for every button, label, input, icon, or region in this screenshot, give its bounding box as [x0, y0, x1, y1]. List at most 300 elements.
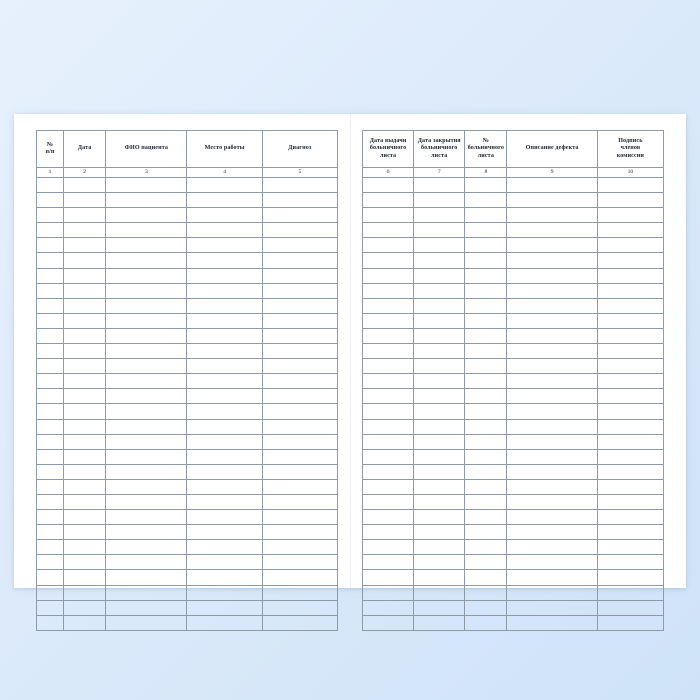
table-cell[interactable] — [187, 555, 262, 570]
table-cell[interactable] — [64, 600, 106, 615]
table-cell[interactable] — [64, 404, 106, 419]
table-cell[interactable] — [597, 555, 663, 570]
table-cell[interactable] — [37, 494, 64, 509]
table-cell[interactable] — [37, 464, 64, 479]
table-cell[interactable] — [187, 193, 262, 208]
table-row[interactable] — [363, 208, 664, 223]
table-cell[interactable] — [363, 178, 414, 193]
table-cell[interactable] — [597, 615, 663, 630]
table-cell[interactable] — [597, 344, 663, 359]
table-cell[interactable] — [37, 223, 64, 238]
table-cell[interactable] — [106, 540, 187, 555]
table-cell[interactable] — [37, 540, 64, 555]
table-cell[interactable] — [64, 419, 106, 434]
table-cell[interactable] — [507, 464, 597, 479]
table-cell[interactable] — [465, 313, 507, 328]
table-cell[interactable] — [507, 419, 597, 434]
table-cell[interactable] — [507, 434, 597, 449]
table-cell[interactable] — [37, 344, 64, 359]
table-cell[interactable] — [37, 555, 64, 570]
table-cell[interactable] — [37, 525, 64, 540]
table-cell[interactable] — [64, 283, 106, 298]
table-cell[interactable] — [465, 510, 507, 525]
table-cell[interactable] — [507, 615, 597, 630]
table-cell[interactable] — [262, 510, 337, 525]
table-cell[interactable] — [262, 374, 337, 389]
table-cell[interactable] — [106, 494, 187, 509]
table-cell[interactable] — [37, 479, 64, 494]
table-cell[interactable] — [64, 328, 106, 343]
table-row[interactable] — [363, 359, 664, 374]
table-row[interactable] — [37, 389, 338, 404]
table-cell[interactable] — [187, 615, 262, 630]
table-cell[interactable] — [363, 479, 414, 494]
table-row[interactable] — [363, 525, 664, 540]
table-cell[interactable] — [414, 193, 465, 208]
table-row[interactable] — [37, 223, 338, 238]
table-cell[interactable] — [465, 359, 507, 374]
table-cell[interactable] — [507, 555, 597, 570]
table-cell[interactable] — [465, 600, 507, 615]
table-row[interactable] — [37, 479, 338, 494]
table-cell[interactable] — [262, 283, 337, 298]
table-cell[interactable] — [37, 313, 64, 328]
table-cell[interactable] — [37, 193, 64, 208]
table-cell[interactable] — [106, 313, 187, 328]
table-cell[interactable] — [37, 449, 64, 464]
table-row[interactable] — [363, 449, 664, 464]
table-cell[interactable] — [106, 193, 187, 208]
table-cell[interactable] — [64, 223, 106, 238]
table-cell[interactable] — [465, 268, 507, 283]
table-row[interactable] — [37, 600, 338, 615]
table-cell[interactable] — [64, 494, 106, 509]
table-cell[interactable] — [64, 193, 106, 208]
table-row[interactable] — [363, 253, 664, 268]
table-row[interactable] — [37, 434, 338, 449]
table-row[interactable] — [363, 615, 664, 630]
table-cell[interactable] — [465, 540, 507, 555]
table-cell[interactable] — [262, 570, 337, 585]
table-cell[interactable] — [106, 570, 187, 585]
table-cell[interactable] — [363, 540, 414, 555]
table-cell[interactable] — [507, 449, 597, 464]
table-cell[interactable] — [106, 178, 187, 193]
table-cell[interactable] — [187, 494, 262, 509]
table-cell[interactable] — [187, 178, 262, 193]
table-cell[interactable] — [262, 600, 337, 615]
table-cell[interactable] — [187, 510, 262, 525]
table-cell[interactable] — [507, 298, 597, 313]
table-cell[interactable] — [262, 494, 337, 509]
table-cell[interactable] — [64, 570, 106, 585]
table-row[interactable] — [363, 283, 664, 298]
table-cell[interactable] — [507, 374, 597, 389]
table-cell[interactable] — [465, 223, 507, 238]
table-row[interactable] — [37, 268, 338, 283]
table-cell[interactable] — [187, 585, 262, 600]
table-cell[interactable] — [262, 479, 337, 494]
table-cell[interactable] — [363, 313, 414, 328]
table-cell[interactable] — [363, 494, 414, 509]
table-cell[interactable] — [363, 449, 414, 464]
table-cell[interactable] — [64, 479, 106, 494]
table-cell[interactable] — [187, 434, 262, 449]
table-cell[interactable] — [64, 313, 106, 328]
table-cell[interactable] — [106, 419, 187, 434]
table-cell[interactable] — [363, 570, 414, 585]
table-cell[interactable] — [363, 298, 414, 313]
table-cell[interactable] — [414, 419, 465, 434]
table-row[interactable] — [37, 283, 338, 298]
table-cell[interactable] — [597, 570, 663, 585]
table-row[interactable] — [363, 374, 664, 389]
table-row[interactable] — [363, 494, 664, 509]
table-cell[interactable] — [187, 419, 262, 434]
table-cell[interactable] — [262, 359, 337, 374]
table-cell[interactable] — [64, 434, 106, 449]
table-cell[interactable] — [37, 615, 64, 630]
table-cell[interactable] — [363, 585, 414, 600]
table-cell[interactable] — [597, 585, 663, 600]
table-cell[interactable] — [414, 374, 465, 389]
table-row[interactable] — [37, 238, 338, 253]
table-cell[interactable] — [465, 419, 507, 434]
table-row[interactable] — [363, 298, 664, 313]
table-cell[interactable] — [37, 404, 64, 419]
table-row[interactable] — [363, 193, 664, 208]
table-cell[interactable] — [597, 328, 663, 343]
table-cell[interactable] — [414, 283, 465, 298]
table-cell[interactable] — [64, 298, 106, 313]
table-cell[interactable] — [187, 464, 262, 479]
table-cell[interactable] — [414, 313, 465, 328]
table-cell[interactable] — [414, 600, 465, 615]
table-cell[interactable] — [465, 298, 507, 313]
table-row[interactable] — [37, 464, 338, 479]
table-cell[interactable] — [262, 268, 337, 283]
table-cell[interactable] — [414, 223, 465, 238]
table-cell[interactable] — [106, 389, 187, 404]
table-cell[interactable] — [507, 208, 597, 223]
table-cell[interactable] — [262, 344, 337, 359]
table-row[interactable] — [37, 178, 338, 193]
table-cell[interactable] — [465, 570, 507, 585]
table-cell[interactable] — [37, 510, 64, 525]
table-row[interactable] — [37, 555, 338, 570]
table-cell[interactable] — [262, 328, 337, 343]
table-cell[interactable] — [106, 253, 187, 268]
table-cell[interactable] — [187, 359, 262, 374]
table-cell[interactable] — [262, 313, 337, 328]
table-row[interactable] — [363, 328, 664, 343]
table-cell[interactable] — [187, 268, 262, 283]
table-cell[interactable] — [414, 389, 465, 404]
table-cell[interactable] — [465, 494, 507, 509]
table-cell[interactable] — [414, 555, 465, 570]
table-cell[interactable] — [106, 404, 187, 419]
table-row[interactable] — [363, 570, 664, 585]
table-cell[interactable] — [37, 600, 64, 615]
table-cell[interactable] — [597, 434, 663, 449]
table-cell[interactable] — [414, 615, 465, 630]
table-cell[interactable] — [187, 283, 262, 298]
table-cell[interactable] — [187, 389, 262, 404]
table-cell[interactable] — [106, 525, 187, 540]
table-cell[interactable] — [64, 389, 106, 404]
table-cell[interactable] — [106, 555, 187, 570]
table-cell[interactable] — [187, 328, 262, 343]
table-cell[interactable] — [414, 570, 465, 585]
table-cell[interactable] — [414, 510, 465, 525]
table-cell[interactable] — [465, 615, 507, 630]
table-cell[interactable] — [187, 540, 262, 555]
table-row[interactable] — [37, 328, 338, 343]
table-cell[interactable] — [363, 374, 414, 389]
table-row[interactable] — [37, 359, 338, 374]
table-row[interactable] — [37, 253, 338, 268]
table-cell[interactable] — [262, 253, 337, 268]
table-cell[interactable] — [507, 223, 597, 238]
table-cell[interactable] — [106, 600, 187, 615]
table-cell[interactable] — [597, 494, 663, 509]
table-cell[interactable] — [106, 359, 187, 374]
table-cell[interactable] — [262, 615, 337, 630]
table-cell[interactable] — [363, 344, 414, 359]
table-cell[interactable] — [414, 525, 465, 540]
table-row[interactable] — [363, 344, 664, 359]
table-cell[interactable] — [597, 193, 663, 208]
table-cell[interactable] — [64, 540, 106, 555]
table-cell[interactable] — [465, 328, 507, 343]
table-row[interactable] — [363, 178, 664, 193]
table-cell[interactable] — [597, 404, 663, 419]
table-row[interactable] — [363, 555, 664, 570]
table-row[interactable] — [37, 525, 338, 540]
table-cell[interactable] — [64, 178, 106, 193]
table-cell[interactable] — [465, 283, 507, 298]
table-cell[interactable] — [597, 374, 663, 389]
table-cell[interactable] — [106, 268, 187, 283]
table-cell[interactable] — [37, 419, 64, 434]
table-cell[interactable] — [262, 540, 337, 555]
table-cell[interactable] — [414, 328, 465, 343]
table-cell[interactable] — [37, 434, 64, 449]
table-cell[interactable] — [597, 283, 663, 298]
table-cell[interactable] — [64, 344, 106, 359]
table-cell[interactable] — [507, 540, 597, 555]
table-cell[interactable] — [37, 253, 64, 268]
table-cell[interactable] — [64, 585, 106, 600]
table-cell[interactable] — [414, 540, 465, 555]
table-cell[interactable] — [187, 600, 262, 615]
table-cell[interactable] — [465, 374, 507, 389]
table-cell[interactable] — [597, 510, 663, 525]
table-cell[interactable] — [363, 510, 414, 525]
table-cell[interactable] — [106, 238, 187, 253]
table-cell[interactable] — [597, 479, 663, 494]
table-row[interactable] — [37, 615, 338, 630]
table-cell[interactable] — [597, 313, 663, 328]
table-cell[interactable] — [64, 238, 106, 253]
table-row[interactable] — [37, 570, 338, 585]
table-row[interactable] — [37, 540, 338, 555]
table-row[interactable] — [363, 510, 664, 525]
table-cell[interactable] — [597, 389, 663, 404]
table-cell[interactable] — [187, 570, 262, 585]
table-cell[interactable] — [363, 419, 414, 434]
table-cell[interactable] — [507, 404, 597, 419]
table-cell[interactable] — [106, 223, 187, 238]
table-cell[interactable] — [262, 193, 337, 208]
table-cell[interactable] — [507, 525, 597, 540]
table-cell[interactable] — [597, 359, 663, 374]
table-cell[interactable] — [64, 359, 106, 374]
table-cell[interactable] — [465, 404, 507, 419]
table-cell[interactable] — [414, 344, 465, 359]
table-cell[interactable] — [262, 223, 337, 238]
table-cell[interactable] — [106, 510, 187, 525]
table-cell[interactable] — [64, 525, 106, 540]
table-cell[interactable] — [106, 615, 187, 630]
table-cell[interactable] — [507, 344, 597, 359]
table-cell[interactable] — [597, 540, 663, 555]
table-cell[interactable] — [465, 434, 507, 449]
table-cell[interactable] — [262, 555, 337, 570]
table-cell[interactable] — [106, 585, 187, 600]
table-row[interactable] — [37, 494, 338, 509]
table-cell[interactable] — [507, 193, 597, 208]
table-cell[interactable] — [262, 178, 337, 193]
table-row[interactable] — [363, 585, 664, 600]
table-cell[interactable] — [262, 419, 337, 434]
table-row[interactable] — [37, 419, 338, 434]
table-row[interactable] — [363, 389, 664, 404]
table-cell[interactable] — [64, 464, 106, 479]
table-cell[interactable] — [37, 389, 64, 404]
table-cell[interactable] — [187, 449, 262, 464]
table-cell[interactable] — [106, 298, 187, 313]
table-cell[interactable] — [187, 404, 262, 419]
table-cell[interactable] — [363, 600, 414, 615]
table-cell[interactable] — [363, 434, 414, 449]
table-cell[interactable] — [262, 404, 337, 419]
table-cell[interactable] — [187, 344, 262, 359]
table-cell[interactable] — [37, 178, 64, 193]
table-cell[interactable] — [64, 374, 106, 389]
table-cell[interactable] — [414, 298, 465, 313]
table-cell[interactable] — [414, 585, 465, 600]
table-cell[interactable] — [363, 389, 414, 404]
table-row[interactable] — [363, 223, 664, 238]
table-cell[interactable] — [106, 208, 187, 223]
table-cell[interactable] — [597, 419, 663, 434]
table-cell[interactable] — [262, 464, 337, 479]
table-cell[interactable] — [363, 253, 414, 268]
table-cell[interactable] — [414, 208, 465, 223]
table-cell[interactable] — [597, 238, 663, 253]
table-cell[interactable] — [507, 238, 597, 253]
table-cell[interactable] — [262, 585, 337, 600]
table-cell[interactable] — [363, 268, 414, 283]
table-cell[interactable] — [363, 193, 414, 208]
table-cell[interactable] — [414, 404, 465, 419]
table-cell[interactable] — [64, 268, 106, 283]
table-cell[interactable] — [363, 328, 414, 343]
table-cell[interactable] — [465, 238, 507, 253]
table-cell[interactable] — [187, 374, 262, 389]
table-cell[interactable] — [106, 479, 187, 494]
table-cell[interactable] — [465, 344, 507, 359]
table-cell[interactable] — [363, 223, 414, 238]
table-row[interactable] — [37, 208, 338, 223]
table-cell[interactable] — [465, 208, 507, 223]
table-cell[interactable] — [187, 313, 262, 328]
table-cell[interactable] — [363, 283, 414, 298]
table-cell[interactable] — [465, 479, 507, 494]
table-cell[interactable] — [414, 449, 465, 464]
table-cell[interactable] — [64, 510, 106, 525]
table-row[interactable] — [37, 193, 338, 208]
table-cell[interactable] — [414, 479, 465, 494]
table-cell[interactable] — [597, 600, 663, 615]
table-cell[interactable] — [597, 208, 663, 223]
table-row[interactable] — [37, 313, 338, 328]
table-cell[interactable] — [465, 525, 507, 540]
table-cell[interactable] — [507, 328, 597, 343]
table-cell[interactable] — [106, 464, 187, 479]
table-cell[interactable] — [64, 253, 106, 268]
table-row[interactable] — [363, 479, 664, 494]
table-cell[interactable] — [597, 449, 663, 464]
table-cell[interactable] — [64, 615, 106, 630]
table-cell[interactable] — [414, 178, 465, 193]
table-cell[interactable] — [414, 464, 465, 479]
table-cell[interactable] — [106, 344, 187, 359]
table-cell[interactable] — [106, 283, 187, 298]
table-cell[interactable] — [507, 359, 597, 374]
table-row[interactable] — [363, 238, 664, 253]
table-cell[interactable] — [507, 570, 597, 585]
table-cell[interactable] — [507, 479, 597, 494]
table-cell[interactable] — [414, 268, 465, 283]
table-cell[interactable] — [465, 193, 507, 208]
table-cell[interactable] — [262, 434, 337, 449]
table-row[interactable] — [37, 510, 338, 525]
table-cell[interactable] — [465, 389, 507, 404]
table-cell[interactable] — [414, 253, 465, 268]
table-row[interactable] — [363, 268, 664, 283]
table-row[interactable] — [363, 540, 664, 555]
table-cell[interactable] — [187, 525, 262, 540]
table-cell[interactable] — [106, 449, 187, 464]
table-cell[interactable] — [507, 178, 597, 193]
table-cell[interactable] — [37, 283, 64, 298]
table-cell[interactable] — [363, 525, 414, 540]
table-cell[interactable] — [262, 298, 337, 313]
table-cell[interactable] — [262, 238, 337, 253]
table-cell[interactable] — [262, 449, 337, 464]
table-cell[interactable] — [187, 238, 262, 253]
table-cell[interactable] — [37, 268, 64, 283]
table-cell[interactable] — [106, 374, 187, 389]
table-cell[interactable] — [465, 555, 507, 570]
table-cell[interactable] — [507, 268, 597, 283]
table-cell[interactable] — [37, 238, 64, 253]
table-cell[interactable] — [465, 464, 507, 479]
table-cell[interactable] — [507, 494, 597, 509]
table-cell[interactable] — [262, 208, 337, 223]
